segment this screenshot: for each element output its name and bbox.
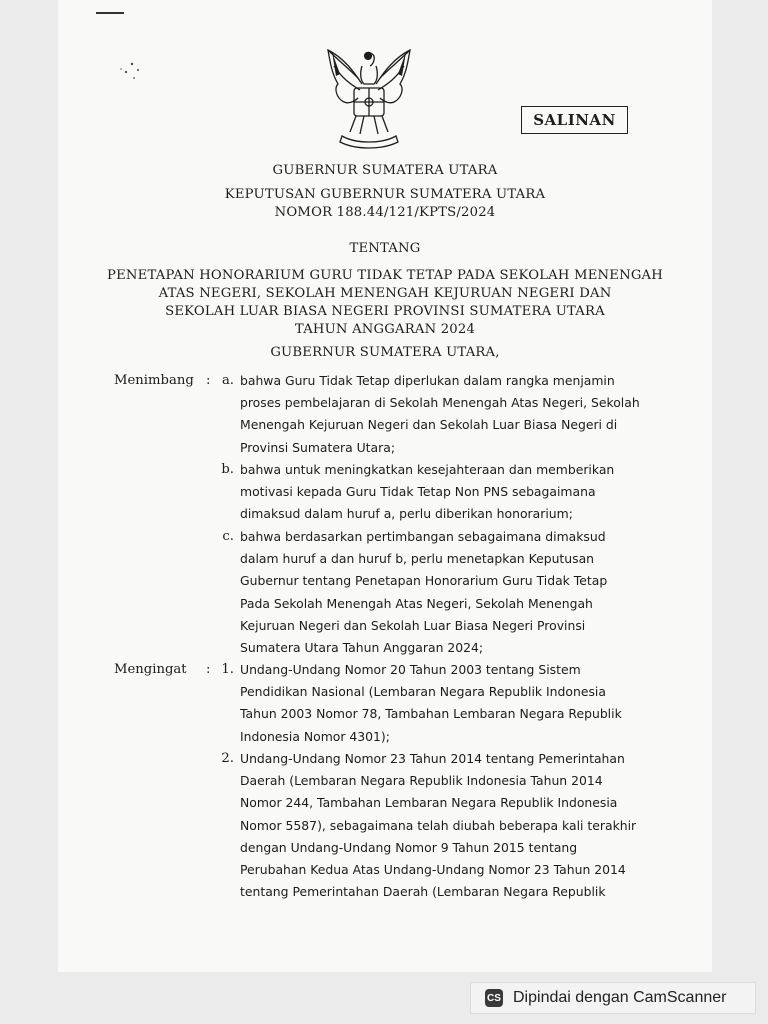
- salinan-stamp: SALINAN: [521, 106, 628, 134]
- issuer-heading: GUBERNUR SUMATERA UTARA: [272, 163, 498, 178]
- mengingat-item-2: [240, 748, 648, 903]
- text-line: Undang-Undang Nomor 23 Tahun 2014 tentang Pemerintahan: [240, 751, 625, 766]
- decree-subject: [58, 267, 712, 339]
- text-line: bahwa Guru Tidak Tetap diperlukan dalam rangka menjamin: [240, 373, 615, 388]
- text-line: proses pembelajaran di Sekolah Menengah Atas Negeri, Sekolah: [240, 395, 640, 411]
- text-line: Menengah Kejuruan Negeri dan Sekolah Luar Biasa Negeri di: [240, 417, 618, 433]
- text-line: Indonesia Nomor 4301);: [240, 728, 390, 744]
- subject-line: TAHUN ANGGARAN 2024: [294, 322, 476, 337]
- about-heading: TENTANG: [349, 241, 421, 256]
- text-line: Tahun 2003 Nomor 78, Tambahan Lembaran Negara Republik: [240, 706, 622, 722]
- text-line: tentang Pemerintahan Daerah (Lembaran Negara Republik: [240, 884, 606, 900]
- item-marker: 2.: [221, 751, 234, 766]
- text-line: Pada Sekolah Menengah Atas Negeri, Sekolah Menengah: [240, 595, 593, 611]
- text-line: Sumatera Utara Tahun Anggaran 2024;: [240, 640, 484, 656]
- item-marker: c.: [222, 529, 234, 544]
- text-line: dengan Undang-Undang Nomor 9 Tahun 2015 tentang: [240, 839, 578, 855]
- text-line: Pendidikan Nasional (Lembaran Negara Republik Indonesia: [240, 684, 606, 700]
- menimbang-item-c: [240, 526, 648, 659]
- camscanner-text: Dipindai dengan CamScanner: [513, 989, 727, 1006]
- text-line: Provinsi Sumatera Utara;: [240, 439, 395, 455]
- item-marker: a.: [221, 373, 234, 388]
- subject-line: ATAS NEGERI, SEKOLAH MENENGAH KEJURUAN NEGERI DAN: [158, 286, 612, 301]
- garuda-emblem-icon: [316, 44, 422, 152]
- camscanner-badge: [470, 982, 756, 1014]
- menimbang-item-a: [240, 370, 648, 459]
- mengingat-colon: :: [206, 662, 211, 677]
- mengingat-label: Mengingat: [114, 662, 187, 677]
- text-line: Nomor 5587), sebagaimana telah diubah beberapa kali terakhir: [240, 817, 637, 833]
- text-line: bahwa berdasarkan pertimbangan sebagaimana dimaksud: [240, 529, 606, 544]
- camscanner-logo-icon: CS: [485, 989, 503, 1007]
- text-line: Undang-Undang Nomor 20 Tahun 2003 tentang Sistem: [240, 662, 581, 677]
- item-marker: b.: [221, 462, 234, 477]
- menimbang-item-b: [240, 459, 648, 526]
- preamble: GUBERNUR SUMATERA UTARA,: [270, 345, 500, 360]
- item-marker: 1.: [221, 662, 234, 677]
- text-line: Gubernur tentang Penetapan Honorarium Guru Tidak Tetap: [240, 573, 608, 589]
- text-line: dimaksud dalam huruf a, perlu diberikan honorarium;: [240, 506, 573, 522]
- subject-line: PENETAPAN HONORARIUM GURU TIDAK TETAP PADA SEKOLAH MENENGAH: [107, 268, 663, 283]
- text-line: Kejuruan Negeri dan Sekolah Luar Biasa Negeri Provinsi: [240, 617, 586, 633]
- subject-line: SEKOLAH LUAR BIASA NEGERI PROVINSI SUMATERA UTARA: [165, 304, 605, 319]
- text-line: Perubahan Kedua Atas Undang-Undang Nomor 23 Tahun 2014: [240, 862, 626, 878]
- decree-header: [58, 186, 712, 222]
- mengingat-item-1: [240, 659, 648, 748]
- scan-mark: [96, 12, 124, 14]
- text-line: motivasi kepada Guru Tidak Tetap Non PNS sebagaimana: [240, 484, 596, 500]
- text-line: dalam huruf a dan huruf b, perlu menetapkan Keputusan: [240, 551, 595, 567]
- menimbang-label: Menimbang: [114, 373, 194, 388]
- menimbang-colon: :: [206, 373, 211, 388]
- text-line: Nomor 244, Tambahan Lembaran Negara Republik Indonesia: [240, 795, 618, 811]
- scan-specks: [118, 60, 144, 82]
- decree-number: NOMOR 188.44/121/KPTS/2024: [274, 205, 496, 220]
- decree-title: KEPUTUSAN GUBERNUR SUMATERA UTARA: [224, 187, 546, 202]
- text-line: bahwa untuk meningkatkan kesejahteraan dan memberikan: [240, 462, 615, 477]
- text-line: Daerah (Lembaran Negara Republik Indonesia Tahun 2014: [240, 773, 603, 789]
